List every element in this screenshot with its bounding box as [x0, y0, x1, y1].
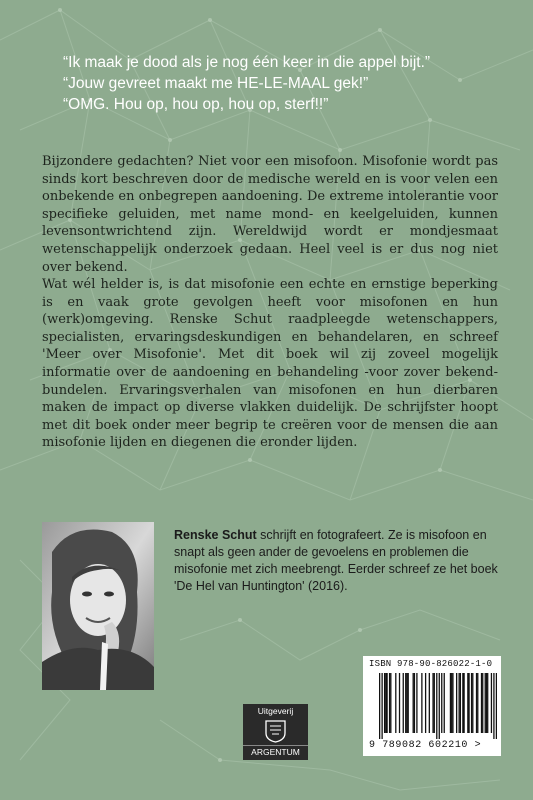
- barcode-bar: [390, 673, 391, 733]
- barcode-bar: [408, 673, 409, 733]
- barcode-bar: [405, 673, 406, 733]
- isbn-label: ISBN 978-90-826022-1-0: [369, 659, 493, 669]
- barcode-bar: [432, 673, 433, 733]
- quote-line-3: “OMG. Hou op, hou op, hou op, sterf!!”: [63, 96, 329, 113]
- publisher-emblem-icon: [264, 719, 287, 743]
- barcode-bar: [379, 673, 380, 739]
- author-bio-text: schrijft en fotografeert. Ze is misofoon en snapt als geen ander de gevoelens en problemen die misofonie met zich meebrengt. Eerder schreef ze het boek 'De Hel van Huntington' (2016).: [174, 528, 498, 593]
- description-paragraph-2: Wat wél helder is, is dat misofonie een echte en ernstige beperking is en vaak grote gevolgen heeft voor misofonen en hun (werk)omgeving. Renske Schut raadpleegde wetenschappers, specialisten, ervaringsdeskundigen en behandelaren, en schreef 'Meer over Misofonie'. Met dit boek wil zij zoveel mogelijk informatie over de aandoening en behandeling -voor zover bekend- bundelen. Ervaringsverhalen van misofonen en hun dierbaren maken de impact op diverse vlakken duidelijk. De schrijfster hoopt met dit boek onder meer begrip te creëren voor de mensen die aan misofonie lijden en diegenen die eronder lijden.: [42, 277, 498, 451]
- barcode-bar: [481, 673, 482, 733]
- barcode-bar: [385, 673, 386, 733]
- author-name: Renske Schut: [174, 528, 257, 542]
- barcode-bar: [485, 673, 486, 733]
- barcode-bar: [450, 673, 451, 733]
- barcode-bar: [462, 673, 463, 733]
- barcode-bar: [471, 673, 472, 733]
- barcode-bar: [384, 673, 385, 733]
- barcode-bar: [425, 673, 426, 733]
- barcode-bar: [482, 673, 483, 733]
- barcode-bar: [496, 673, 497, 739]
- barcode-bar: [434, 673, 435, 733]
- barcode-bar: [403, 673, 404, 733]
- barcode-bar: [406, 673, 407, 733]
- barcode-bar: [444, 673, 445, 733]
- publisher-logo: [243, 704, 308, 760]
- barcode-bar: [493, 673, 494, 739]
- barcode-bar: [416, 673, 417, 733]
- barcode-bar: [486, 673, 487, 733]
- barcode-bar: [381, 673, 382, 739]
- ean-digits: 9 789082 602210 >: [369, 740, 482, 751]
- barcode-bar: [439, 673, 440, 739]
- description-paragraph-1: Bijzondere gedachten? Niet voor een misofoon. Misofonie wordt pas sinds kort beschreven door de medische wereld en is voor velen een onbekende en onbegrepen aandoening. De extreme intolerantie voor specifieke geluiden, met name mond- en keelgeluiden, kunnen levensontwrichtend zijn. Wereldwijd wordt er mondjesmaat wetenschappelijk onderzoek gedaan. Heel veel is er dus nog niet over bekend.: [42, 154, 498, 275]
- quote-line-2: “Jouw gevreet maakt me HE-LE-MAAL gek!”: [63, 75, 369, 92]
- quote-line-1: “Ik maak je dood als je nog één keer in die appel bijt.”: [63, 54, 431, 71]
- barcode-bar: [413, 673, 414, 733]
- barcode-bar: [491, 673, 492, 733]
- barcode-bar: [487, 673, 488, 733]
- barcode-bar: [395, 673, 396, 733]
- barcode-bar: [441, 673, 442, 733]
- publisher-label-bottom: ARGENTUM: [243, 745, 308, 757]
- barcode-bar: [414, 673, 415, 733]
- barcode-bar: [452, 673, 453, 733]
- quote-block: [63, 52, 503, 115]
- barcode-bar: [468, 673, 469, 733]
- barcode-bar: [463, 673, 464, 733]
- barcode-bar: [472, 673, 473, 733]
- barcode-bar: [460, 673, 461, 733]
- barcode-bar: [429, 673, 430, 733]
- isbn-barcode: [363, 656, 501, 756]
- barcode-bar: [389, 673, 390, 733]
- barcode-bar: [451, 673, 452, 733]
- barcode-bar: [456, 673, 457, 733]
- author-bio: [174, 527, 504, 595]
- barcode-bar: [458, 673, 459, 733]
- barcode-bars: [369, 673, 497, 739]
- barcode-bar: [399, 673, 400, 733]
- barcode-bar: [436, 673, 437, 739]
- barcode-bar: [386, 673, 387, 733]
- barcode-bar: [421, 673, 422, 733]
- barcode-bar: [476, 673, 477, 733]
- barcode-bar: [467, 673, 468, 733]
- barcode-bar: [477, 673, 478, 733]
- publisher-label-top: Uitgeverij: [257, 706, 294, 716]
- author-photo: [42, 522, 154, 690]
